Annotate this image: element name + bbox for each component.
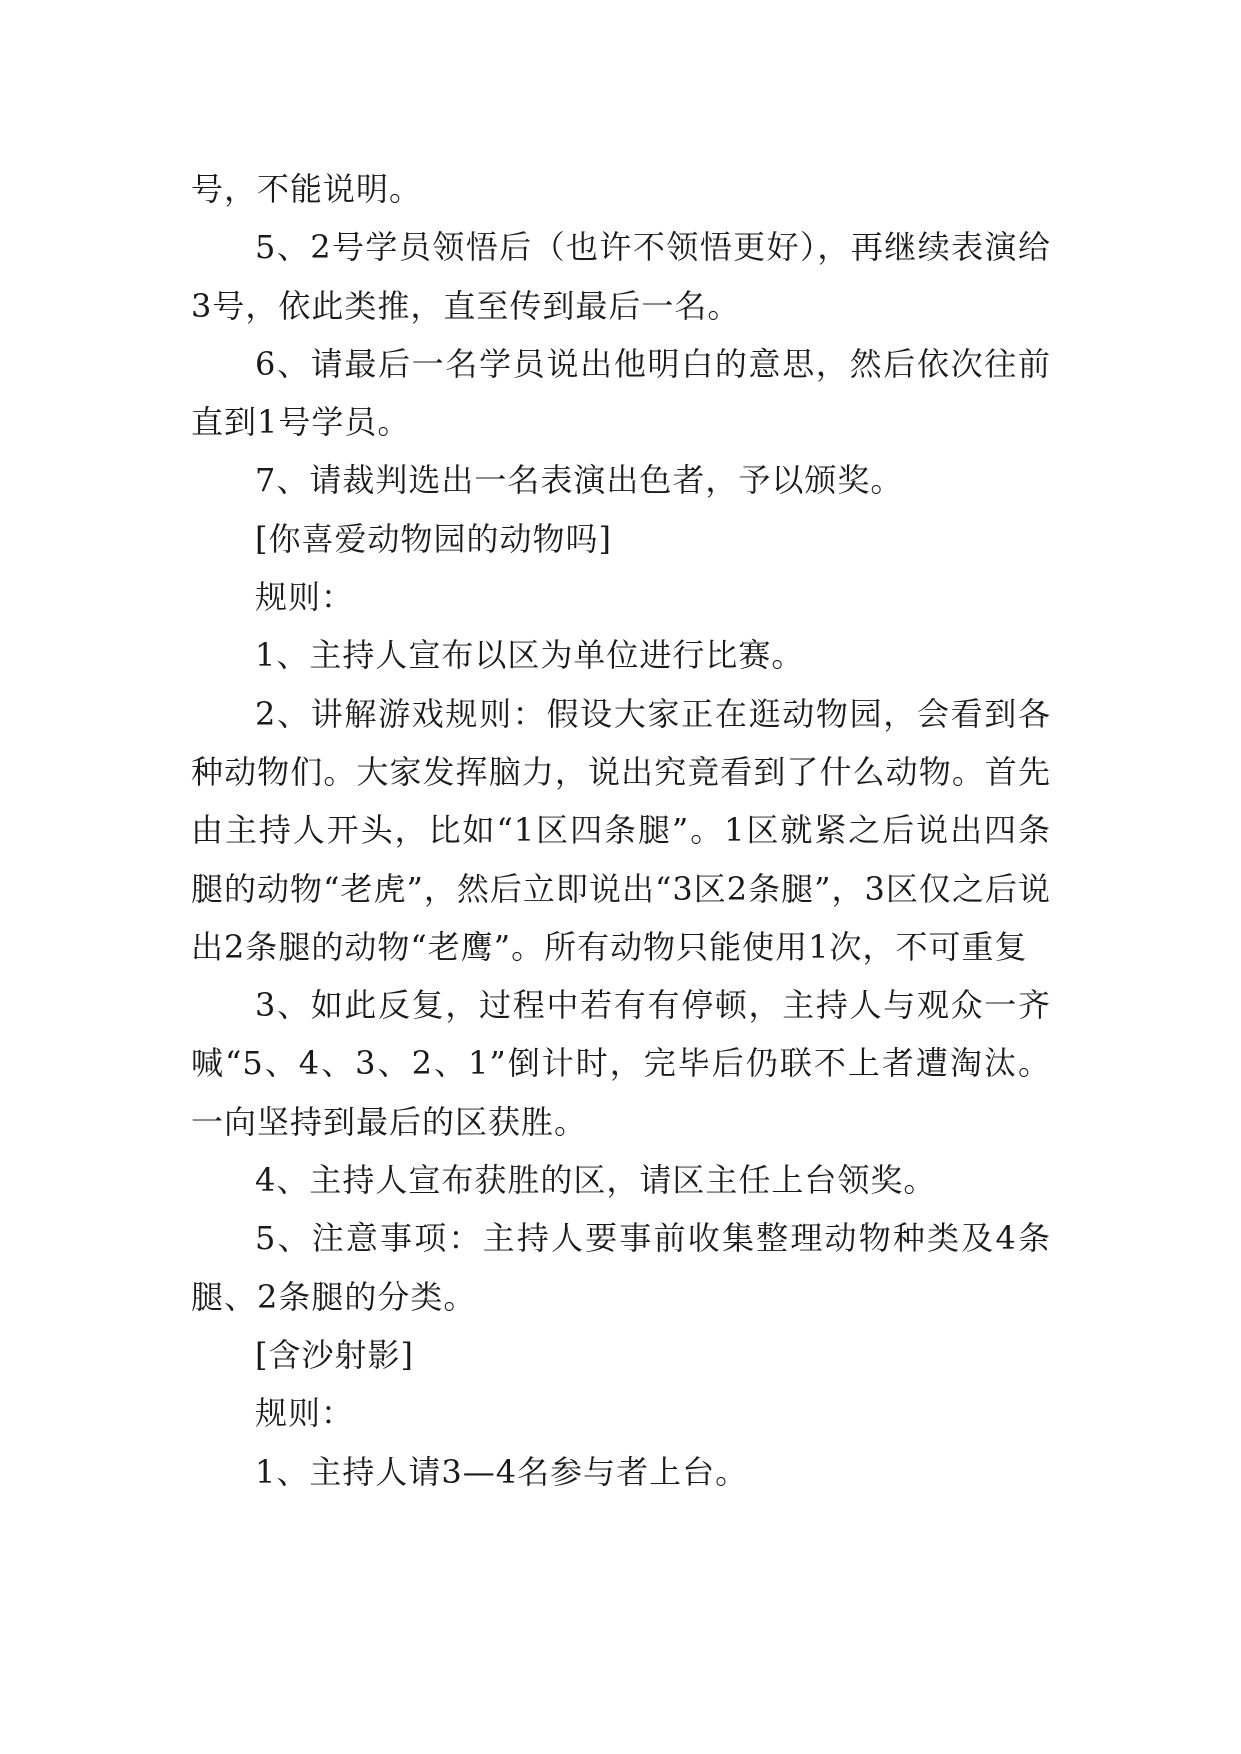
section-heading-innuendo: [含沙射影] (255, 1335, 414, 1374)
rules-label: 规则： (255, 1394, 355, 1433)
rule-item-4: 4、主持人宣布获胜的区，请区主任上台领奖。 (255, 1161, 937, 1200)
rule-item-1: 1、主持人请3—4名参与者上台。 (255, 1452, 749, 1491)
rule-item-2: 2、讲解游戏规则：假设大家正在逛动物园，会看到各种动物们。大家发挥脑力，说出究竟看到了什么动物。首先由主持人开头，比如“1区四条腿”。1区就紧之后说出四条腿的动物“老虎”，然后立即说出“3区2条腿”，3区仅之后说出2条腿的动物“老鹰”。所有动物只能使用1次，不可重复 (191, 694, 1051, 966)
paragraph-step-7: 7、请裁判选出一名表演出色者，予以颁奖。 (255, 461, 904, 500)
rule-item-3: 3、如此反复，过程中若有有停顿，主持人与观众一齐喊“5、4、3、2、1”倒计时，完毕后仍联不上者遭淘汰。一向坚持到最后的区获胜。 (191, 986, 1051, 1141)
paragraph-continuation: 号，不能说明。 (191, 170, 423, 208)
rule-item-5: 5、注意事项：主持人要事前收集整理动物种类及4条腿、2条腿的分类。 (191, 1219, 1051, 1316)
rules-label: 规则： (255, 578, 355, 617)
section-heading-zoo-animals: [你喜爱动物园的动物吗] (255, 519, 612, 558)
paragraph-step-5: 5、2号学员领悟后（也许不领悟更好），再继续表演给3号，依此类推，直至传到最后一名。 (191, 228, 1051, 325)
paragraph-step-6: 6、请最后一名学员说出他明白的意思，然后依次往前直到1号学员。 (191, 344, 1051, 442)
rule-item-1: 1、主持人宣布以区为单位进行比赛。 (255, 636, 805, 675)
document-body (191, 160, 1051, 1501)
